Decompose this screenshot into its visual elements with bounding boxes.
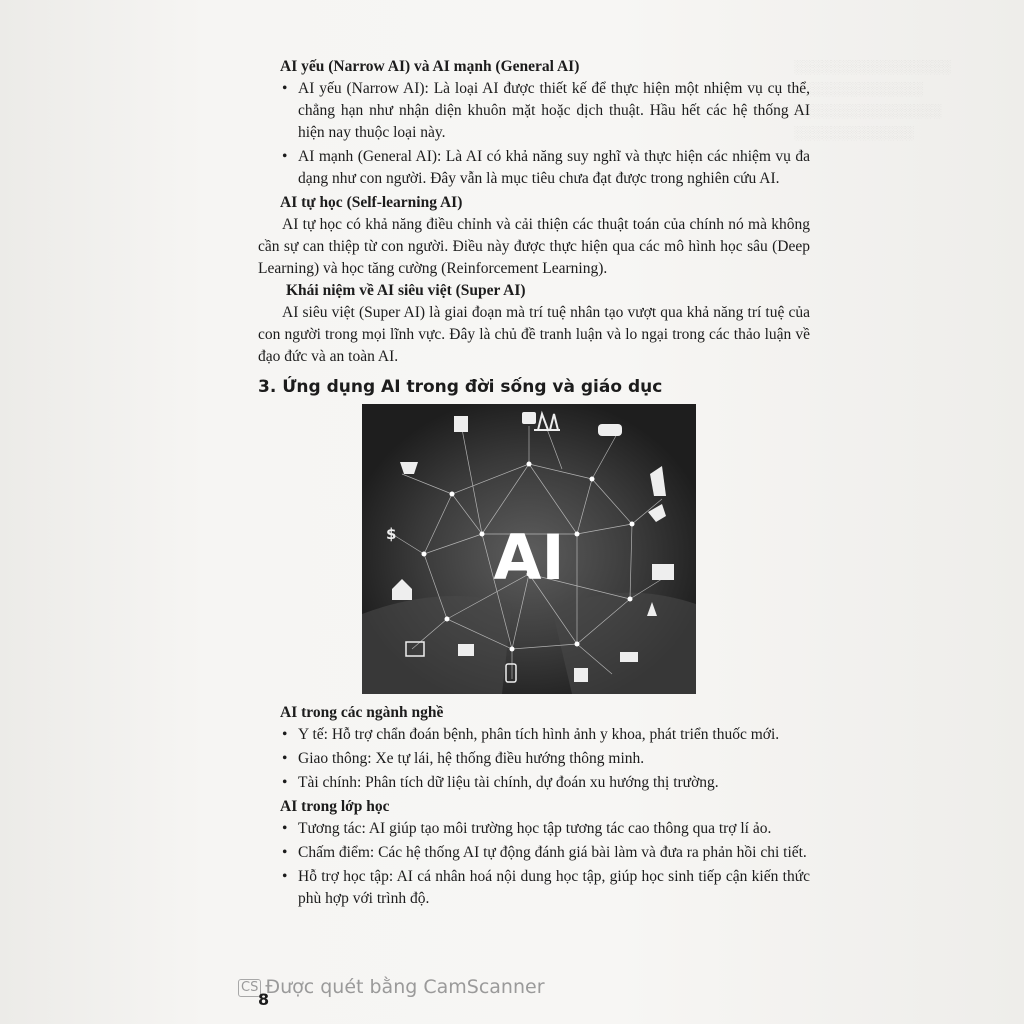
camscanner-watermark — [238, 976, 545, 998]
heading-self-learning-ai: AI tự học (Self-learning AI) — [280, 194, 463, 211]
camscanner-logo-icon: CS — [238, 979, 261, 997]
list-item: • AI mạnh (General AI): Là AI có khả năng suy nghĩ và thực hiện các nhiệm vụ đa dạng như con người. Đây vẫn là mục tiêu chưa đạt được trong nghiên cứu AI. — [280, 146, 810, 190]
heading-super-ai: Khái niệm về AI siêu việt (Super AI) — [286, 282, 526, 299]
list-item: • AI yếu (Narrow AI): Là loại AI được thiết kế để thực hiện một nhiệm vụ cụ thể, chẳng hạn như nhận diện khuôn mặt hoặc dịch thuật. Hầu hết các hệ thống AI hiện nay thuộc loại này. — [280, 78, 810, 144]
factory-icon — [652, 564, 674, 580]
page-number: 8 — [258, 990, 270, 1009]
list-item: • Y tế: Hỗ trợ chẩn đoán bệnh, phân tích hình ảnh y khoa, phát triển thuốc mới. — [280, 724, 810, 746]
heading-ai-industries: AI trong các ngành nghề — [280, 704, 444, 721]
list-item: • Tương tác: AI giúp tạo môi trường học tập tương tác cao thông qua trợ lí ảo. — [280, 818, 810, 840]
heading-narrow-general-ai: AI yếu (Narrow AI) và AI mạnh (General AI) — [280, 58, 580, 75]
car-icon — [598, 424, 622, 436]
ai-network-illustration — [362, 404, 696, 694]
tower-icon — [574, 668, 588, 682]
section-title-applications: 3. Ứng dụng AI trong đời sống và giáo dục — [258, 377, 663, 397]
camera-icon — [522, 412, 536, 424]
list-ai-industries — [280, 724, 810, 794]
list-item: • Tài chính: Phân tích dữ liệu tài chính, dự đoán xu hướng thị trường. — [280, 772, 810, 794]
watermark-text: Được quét bằng CamScanner — [265, 976, 545, 998]
list-ai-classroom — [280, 818, 810, 910]
laptop-icon — [458, 644, 474, 656]
paragraph-self-learning-ai: AI tự học có khả năng điều chỉnh và cải thiện các thuật toán của chính nó mà không cần sự can thiệp từ con người. Điều này được thực hiện qua các mô hình học sâu (Deep Learning) và học tăng cường (Reinforcement Learning). — [258, 216, 810, 277]
ai-image-text: AI — [493, 521, 565, 594]
list-item: • Giao thông: Xe tự lái, hệ thống điều hướng thông minh. — [280, 748, 810, 770]
heading-ai-classroom: AI trong lớp học — [280, 798, 390, 815]
solar-panel-icon — [620, 652, 638, 662]
paragraph-super-ai: AI siêu việt (Super AI) là giai đoạn mà trí tuệ nhân tạo vượt qua khả năng trí tuệ của con người trong mọi lĩnh vực. Đây là chủ đề tranh luận và lo ngại trong các thảo luận về đạo đức và an toàn AI. — [258, 304, 810, 365]
page-content — [258, 56, 810, 912]
bleed-through-text: ░░░░░░░░░░░░░░░░░ ░░░░░░░░░░░░░░ ░░░░░░░░░░░░░░░░ ░░░░░░░░░░░░░ — [794, 59, 951, 140]
list-item: • Chấm điểm: Các hệ thống AI tự động đánh giá bài làm và đưa ra phản hồi chi tiết. — [280, 842, 810, 864]
dollar-icon: $ — [386, 525, 397, 543]
building-icon — [454, 416, 468, 432]
list-ai-types — [280, 78, 810, 190]
list-item: • Hỗ trợ học tập: AI cá nhân hoá nội dung học tập, giúp học sinh tiếp cận kiến thức phù hợp với trình độ. — [280, 866, 810, 910]
